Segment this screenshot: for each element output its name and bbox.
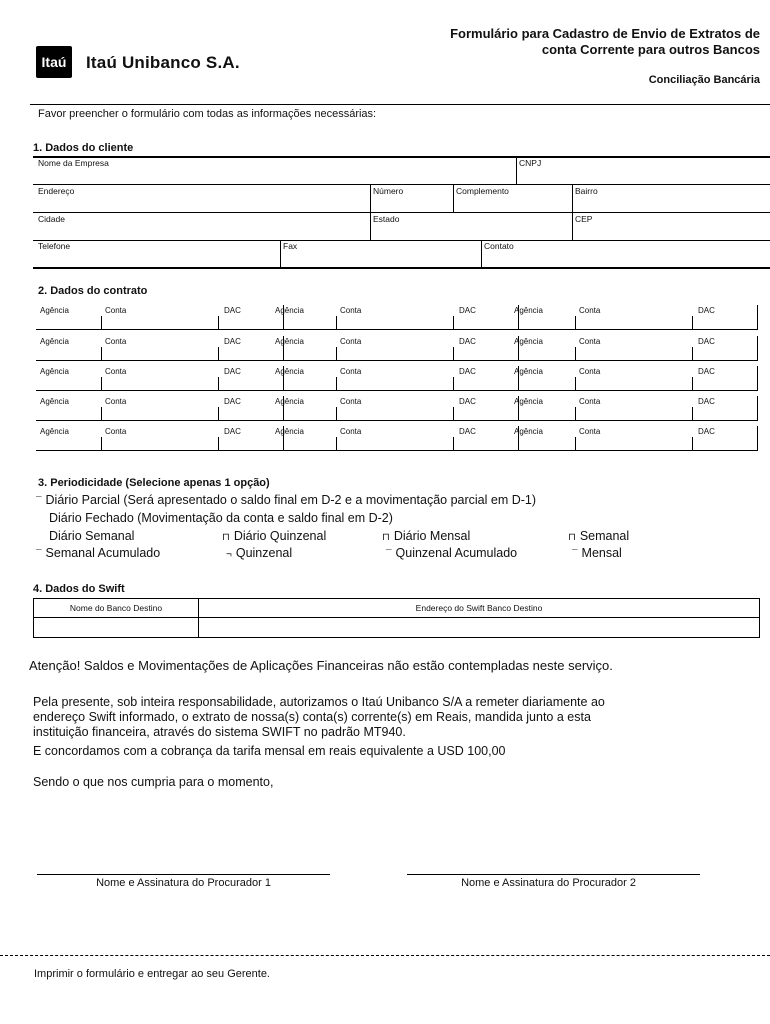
- option-diario-parcial[interactable]: [36, 493, 536, 507]
- closing-text: Sendo o que nos cumpria para o momento,: [33, 775, 274, 789]
- contract-label-conta: Conta: [579, 306, 601, 315]
- contract-account-box[interactable]: [271, 426, 519, 451]
- signature-line-2[interactable]: [407, 874, 700, 875]
- divider: [280, 241, 281, 268]
- checkbox-icon: ⊓: [222, 532, 230, 543]
- contract-account-box[interactable]: [271, 336, 519, 361]
- box-divider: [218, 407, 219, 421]
- contato-field[interactable]: [483, 252, 768, 266]
- cidade-field[interactable]: [36, 224, 368, 238]
- contract-account-box[interactable]: [510, 336, 758, 361]
- option-semanal-acumulado[interactable]: [36, 546, 160, 560]
- box-divider: [218, 316, 219, 330]
- contract-account-box[interactable]: [36, 426, 284, 451]
- contract-account-box[interactable]: [510, 396, 758, 421]
- box-bottom-line: [36, 329, 284, 330]
- box-divider: [101, 316, 102, 330]
- contract-label-dac: DAC: [224, 397, 241, 406]
- signature-line-1[interactable]: [37, 874, 330, 875]
- row-rule: [33, 240, 770, 241]
- box-divider: [101, 407, 102, 421]
- checkbox-icon: ¬: [226, 549, 232, 560]
- contract-label-agencia: Agência: [514, 427, 543, 436]
- box-bottom-line: [36, 420, 284, 421]
- contract-label-dac: DAC: [698, 337, 715, 346]
- cut-line: [0, 955, 770, 956]
- notice-text: Atenção! Saldos e Movimentações de Aplicações Financeiras não estão contempladas neste serviço.: [29, 658, 613, 673]
- form-title-line1: Formulário para Cadastro de Envio de Extratos de: [450, 26, 760, 41]
- box-divider: [575, 316, 576, 330]
- contract-account-box[interactable]: [271, 305, 519, 330]
- swift-table: [33, 598, 760, 638]
- contract-label-conta: Conta: [105, 367, 127, 376]
- option-label: Diário Mensal: [393, 529, 471, 543]
- box-divider: [692, 407, 693, 421]
- box-bottom-line: [36, 360, 284, 361]
- box-divider: [575, 377, 576, 391]
- contract-label-conta: Conta: [579, 367, 601, 376]
- box-bottom-line: [271, 360, 519, 361]
- contract-label-conta: Conta: [579, 337, 601, 346]
- field-label-cep: CEP: [575, 214, 593, 224]
- signature-label-2: Nome e Assinatura do Procurador 2: [461, 877, 636, 889]
- swift-banco-input[interactable]: [34, 618, 199, 638]
- box-divider: [757, 396, 758, 421]
- box-bottom-line: [271, 390, 519, 391]
- box-divider: [757, 305, 758, 330]
- box-divider: [453, 407, 454, 421]
- box-divider: [692, 437, 693, 451]
- box-divider: [692, 347, 693, 361]
- contract-label-dac: DAC: [459, 306, 476, 315]
- option-label: Diário Parcial (Será apresentado o saldo final em D-2 e a movimentação parcial em D-1): [45, 493, 537, 507]
- field-label-telefone: Telefone: [38, 241, 71, 251]
- option-mensal[interactable]: [572, 546, 622, 560]
- authorization-line2: endereço Swift informado, o extrato de nossa(s) conta(s) corrente(s) em Reais, mandida junto a esta: [33, 710, 591, 724]
- option-label: Diário Quinzenal: [233, 529, 327, 543]
- contract-label-agencia: Agência: [40, 337, 69, 346]
- contract-label-agencia: Agência: [40, 306, 69, 315]
- itau-logo: Itaú: [36, 46, 72, 78]
- box-bottom-line: [271, 450, 519, 451]
- box-divider: [336, 316, 337, 330]
- checkbox-icon: ⊓: [568, 532, 576, 543]
- contract-label-agencia: Agência: [275, 367, 304, 376]
- option-label: Mensal: [581, 546, 622, 560]
- box-divider: [101, 347, 102, 361]
- option-diario-quinzenal[interactable]: [222, 529, 326, 543]
- contract-label-agencia: Agência: [40, 367, 69, 376]
- field-label-numero: Número: [373, 186, 404, 196]
- contract-account-box[interactable]: [36, 336, 284, 361]
- option-diario-fechado[interactable]: [49, 511, 393, 525]
- option-label: Quinzenal Acumulado: [395, 546, 518, 560]
- field-label-contato: Contato: [484, 241, 514, 251]
- divider: [572, 185, 573, 212]
- box-bottom-line: [271, 420, 519, 421]
- box-bottom-line: [510, 360, 758, 361]
- box-bottom-line: [510, 450, 758, 451]
- cep-field[interactable]: [574, 224, 768, 238]
- contract-label-dac: DAC: [224, 427, 241, 436]
- signature-label-1: Nome e Assinatura do Procurador 1: [96, 877, 271, 889]
- section-swift-title: 4. Dados do Swift: [33, 583, 125, 595]
- box-divider: [757, 426, 758, 451]
- checkbox-icon: ¯: [36, 496, 42, 507]
- option-label: Semanal Acumulado: [45, 546, 161, 560]
- option-quinzenal[interactable]: [226, 546, 292, 560]
- box-bottom-line: [36, 390, 284, 391]
- box-divider: [336, 377, 337, 391]
- estado-field[interactable]: [372, 224, 570, 238]
- box-divider: [575, 437, 576, 451]
- box-bottom-line: [510, 329, 758, 330]
- contract-label-dac: DAC: [698, 306, 715, 315]
- form-subtitle: Conciliação Bancária: [648, 74, 760, 86]
- contract-label-conta: Conta: [105, 427, 127, 436]
- client-top-rule: [33, 156, 770, 158]
- complemento-field[interactable]: [455, 196, 570, 210]
- box-divider: [575, 347, 576, 361]
- checkbox-icon: ¯: [572, 549, 578, 560]
- contract-label-dac: DAC: [459, 337, 476, 346]
- section-contract-title: 2. Dados do contrato: [38, 285, 148, 297]
- swift-col-banco-header: Nome do Banco Destino: [34, 599, 199, 618]
- checkbox-icon: ¯: [386, 549, 392, 560]
- divider: [453, 185, 454, 212]
- option-diario-semanal[interactable]: [49, 529, 134, 543]
- field-label-bairro: Bairro: [575, 186, 598, 196]
- box-divider: [453, 316, 454, 330]
- contract-label-conta: Conta: [105, 306, 127, 315]
- contract-label-agencia: Agência: [514, 367, 543, 376]
- option-semanal[interactable]: [568, 529, 629, 543]
- field-label-estado: Estado: [373, 214, 400, 224]
- authorization-line4: E concordamos com a cobrança da tarifa mensal em reais equivalente a USD 100,00: [33, 744, 506, 758]
- option-label: Diário Semanal: [49, 529, 135, 543]
- telefone-field[interactable]: [36, 252, 278, 266]
- contract-label-dac: DAC: [224, 337, 241, 346]
- box-divider: [453, 347, 454, 361]
- option-label: Semanal: [579, 529, 630, 543]
- contract-label-conta: Conta: [579, 397, 601, 406]
- contract-label-dac: DAC: [698, 397, 715, 406]
- field-label-complemento: Complemento: [456, 186, 509, 196]
- nome-empresa-field[interactable]: [36, 168, 514, 182]
- box-divider: [692, 316, 693, 330]
- contract-label-dac: DAC: [459, 397, 476, 406]
- contract-label-conta: Conta: [105, 397, 127, 406]
- field-label-fax: Fax: [283, 241, 298, 251]
- option-diario-mensal[interactable]: [382, 529, 470, 543]
- company-name: Itaú Unibanco S.A.: [86, 53, 240, 72]
- contract-label-dac: DAC: [698, 427, 715, 436]
- row-rule: [33, 184, 770, 185]
- box-divider: [575, 407, 576, 421]
- contract-label-conta: Conta: [105, 337, 127, 346]
- box-divider: [101, 437, 102, 451]
- contract-label-dac: DAC: [459, 367, 476, 376]
- bairro-field[interactable]: [574, 196, 768, 210]
- contract-label-agencia: Agência: [275, 397, 304, 406]
- endereco-field[interactable]: [36, 196, 368, 210]
- box-divider: [218, 437, 219, 451]
- contract-label-conta: Conta: [340, 397, 362, 406]
- contract-label-agencia: Agência: [275, 306, 304, 315]
- contract-account-box[interactable]: [510, 305, 758, 330]
- contract-label-agencia: Agência: [275, 337, 304, 346]
- section-periodicity-title: 3. Periodicidade (Selecione apenas 1 opção): [38, 477, 270, 489]
- box-divider: [336, 437, 337, 451]
- section-client-title: 1. Dados do cliente: [33, 142, 134, 154]
- contract-label-conta: Conta: [340, 306, 362, 315]
- option-quinzenal-acumulado[interactable]: [386, 546, 517, 560]
- box-divider: [453, 377, 454, 391]
- swift-endereco-input[interactable]: [199, 618, 760, 638]
- divider: [370, 185, 371, 212]
- box-bottom-line: [510, 420, 758, 421]
- authorization-line1: Pela presente, sob inteira responsabilidade, autorizamos o Itaú Unibanco S/A a remeter diariamente ao: [33, 695, 605, 709]
- field-label-nome-empresa: Nome da Empresa: [38, 158, 109, 168]
- option-label: Quinzenal: [235, 546, 293, 560]
- box-divider: [218, 377, 219, 391]
- box-divider: [218, 347, 219, 361]
- contract-account-box[interactable]: [36, 396, 284, 421]
- box-divider: [757, 366, 758, 391]
- field-label-cnpj: CNPJ: [519, 158, 542, 168]
- box-divider: [336, 407, 337, 421]
- contract-label-agencia: Agência: [40, 427, 69, 436]
- contract-label-dac: DAC: [459, 427, 476, 436]
- contract-label-conta: Conta: [340, 427, 362, 436]
- box-divider: [336, 347, 337, 361]
- client-bottom-rule: [33, 267, 770, 269]
- contract-label-dac: DAC: [698, 367, 715, 376]
- fax-field[interactable]: [282, 252, 479, 266]
- divider: [481, 241, 482, 268]
- contract-account-box[interactable]: [510, 366, 758, 391]
- intro-text: Favor preencher o formulário com todas as informações necessárias:: [38, 108, 377, 120]
- contract-label-dac: DAC: [224, 367, 241, 376]
- checkbox-icon: ¯: [36, 549, 42, 560]
- contract-label-conta: Conta: [340, 337, 362, 346]
- contract-label-agencia: Agência: [514, 337, 543, 346]
- option-label: Diário Fechado (Movimentação da conta e saldo final em D-2): [49, 511, 393, 525]
- box-divider: [453, 437, 454, 451]
- field-label-endereco: Endereço: [38, 186, 75, 196]
- box-bottom-line: [36, 450, 284, 451]
- contract-account-box[interactable]: [510, 426, 758, 451]
- contract-account-box[interactable]: [36, 305, 284, 330]
- row-rule: [33, 212, 770, 213]
- contract-label-dac: DAC: [224, 306, 241, 315]
- contract-label-conta: Conta: [579, 427, 601, 436]
- contract-account-box[interactable]: [36, 366, 284, 391]
- authorization-line3: instituição financeira, através do sistema SWIFT no padrão MT940.: [33, 725, 406, 739]
- box-bottom-line: [271, 329, 519, 330]
- divider: [516, 157, 517, 184]
- contract-label-agencia: Agência: [275, 427, 304, 436]
- contract-account-box[interactable]: [271, 396, 519, 421]
- field-label-cidade: Cidade: [38, 214, 65, 224]
- cnpj-field[interactable]: [518, 168, 768, 182]
- contract-account-box[interactable]: [271, 366, 519, 391]
- contract-label-agencia: Agência: [40, 397, 69, 406]
- swift-col-endereco-header: Endereço do Swift Banco Destino: [199, 599, 760, 618]
- footer-text: Imprimir o formulário e entregar ao seu Gerente.: [34, 968, 270, 980]
- divider: [370, 213, 371, 240]
- box-divider: [692, 377, 693, 391]
- divider: [572, 213, 573, 240]
- header-divider: [30, 104, 770, 105]
- contract-label-agencia: Agência: [514, 397, 543, 406]
- box-bottom-line: [510, 390, 758, 391]
- numero-field[interactable]: [372, 196, 451, 210]
- form-title-line2: conta Corrente para outros Bancos: [541, 42, 760, 57]
- checkbox-icon: ⊓: [382, 532, 390, 543]
- box-divider: [101, 377, 102, 391]
- contract-label-conta: Conta: [340, 367, 362, 376]
- contract-label-agencia: Agência: [514, 306, 543, 315]
- box-divider: [757, 336, 758, 361]
